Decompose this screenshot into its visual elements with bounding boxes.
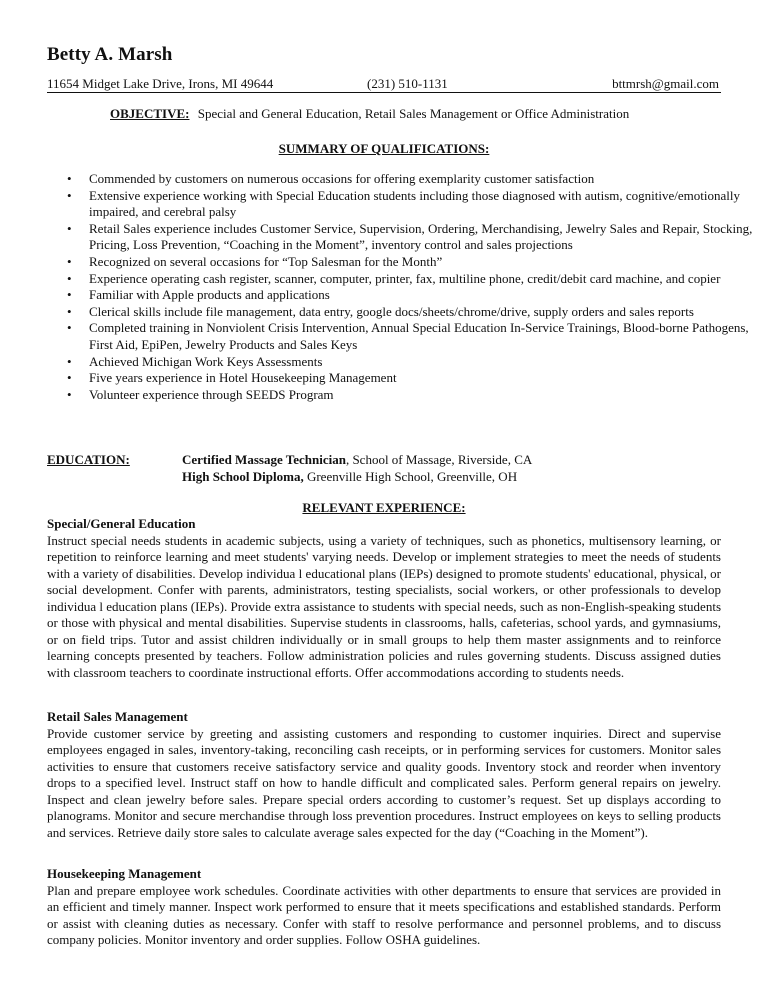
objective-label: OBJECTIVE: [110, 106, 190, 121]
school: Greenville High School, Greenville, OH [303, 469, 518, 484]
education-entries [182, 451, 532, 485]
experience-heading: RELEVANT EXPERIENCE: [302, 500, 466, 515]
list-item: • Extensive experience working with Special Education students including those diagnosed with autism, cognitive/emotionally impaired, and cerebral palsy [89, 188, 763, 221]
experience-title: Retail Sales Management [47, 709, 188, 724]
applicant-name: Betty A. Marsh [47, 44, 173, 65]
experience-section [47, 516, 721, 681]
contact-line [47, 70, 721, 93]
qualifications-list [47, 171, 763, 403]
list-item: • Familiar with Apple products and applications [89, 287, 763, 304]
email: bttmrsh@gmail.com [612, 76, 719, 91]
education-entry [182, 451, 532, 468]
experience-title: Housekeeping Management [47, 866, 202, 881]
experience-description: Plan and prepare employee work schedules. Coordinate activities with other departments to ensure that services are provided in an efficient and timely manner. Inspect work performed to ensure that it meets specifications and established standards. Perform or assist with cleaning duties as necessary. Confer with staff to resolve performance and personnel problems, and to discuss company policies. Monitor inventory and order supplies. Follow OSHA guidelines. [47, 882, 721, 947]
experience-description: Instruct special needs students in academic subjects, using a variety of techniques, such as phonetics, multisensory learning, or repetition to reinforce learning and meet students' varying needs. Develop or implement strategies to meet the needs of students with a variety of disabilities. Develop individua l educational plans (IEPs) designed to promote students' educational, physical, or social development. Confer with parents, administrators, testing specialists, social workers, or other professionals to develop individua l education plans (IEPs). Provide extra assistance to students with special needs, such as non-English-speaking students or those with physical and mental disabilities. Supervise students in classrooms, halls, cafeterias, school yards, and gymnasiums, or on field trips. Tutor and assist children individually or in small groups to help them master assignments and to reinforce learning concepts presented by teachers. Follow administration policies and rules governing students. Discuss assigned duties with classroom teachers to coordinate instructional efforts. Offer accommodations according to students needs. [47, 532, 721, 680]
degree: High School Diploma, [182, 469, 304, 484]
list-item: • Five years experience in Hotel Housekeeping Management [89, 370, 763, 387]
list-item: • Volunteer experience through SEEDS Program [89, 387, 763, 404]
address: 11654 Midget Lake Drive, Irons, MI 49644 [47, 76, 274, 91]
list-item: • Clerical skills include file management, data entry, google docs/sheets/chrome/drive, supply orders and sales reports [89, 304, 763, 321]
degree: Certified Massage Technician [182, 452, 346, 467]
objective-text: Special and General Education, Retail Sales Management or Office Administration [197, 106, 630, 121]
list-item: • Achieved Michigan Work Keys Assessments [89, 354, 763, 371]
list-item: • Completed training in Nonviolent Crisis Intervention, Annual Special Education In-Service Trainings, Blood-borne Pathogens, First Aid, EpiPen, Jewelry Products and Sales Keys [89, 320, 763, 353]
list-item: • Recognized on several occasions for “Top Salesman for the Month” [89, 254, 763, 271]
experience-section [47, 709, 721, 841]
list-item: • Experience operating cash register, scanner, computer, printer, fax, multiline phone, credit/debit card machine, and copier [89, 271, 763, 288]
experience-section [47, 866, 721, 949]
phone: (231) 510-1131 [367, 76, 448, 91]
summary-heading: SUMMARY OF QUALIFICATIONS: [278, 141, 490, 156]
experience-title: Special/General Education [47, 516, 196, 531]
experience-description: Provide customer service by greeting and assisting customers and responding to customer inquiries. Direct and supervise employees engaged in sales, inventory-taking, reconciling cash receipts, or in performing services for customers. Monitor sales activities to ensure that customers receive satisfactory service and quality goods. Inventory stock and reorder when inventory drops to a specified level. Instruct staff on how to handle difficult and complicated sales. Perform general repairs on jewelry. Inspect and clean jewelry before sales. Prepare special orders according to customer’s request. Set up displays according to planograms. Monitor and secure merchandise through loss prevention procedures. Instruct employees on keys to selling products and services. Retrieve daily store sales to calculate average sales expected for the day (“Coaching in the Moment”). [47, 725, 721, 840]
school: , School of Massage, Riverside, CA [345, 452, 533, 467]
list-item: • Commended by customers on numerous occasions for offering exemplarity customer satisfaction [89, 171, 763, 188]
education-entry [182, 468, 532, 485]
list-item: • Retail Sales experience includes Customer Service, Supervision, Ordering, Merchandising, Jewelry Sales and Repair, Stocking, Pricing, Loss Prevention, “Coaching in the Moment”, inventory control and sales projections [89, 221, 763, 254]
education-label: EDUCATION: [47, 452, 130, 467]
objective-line [110, 106, 629, 122]
